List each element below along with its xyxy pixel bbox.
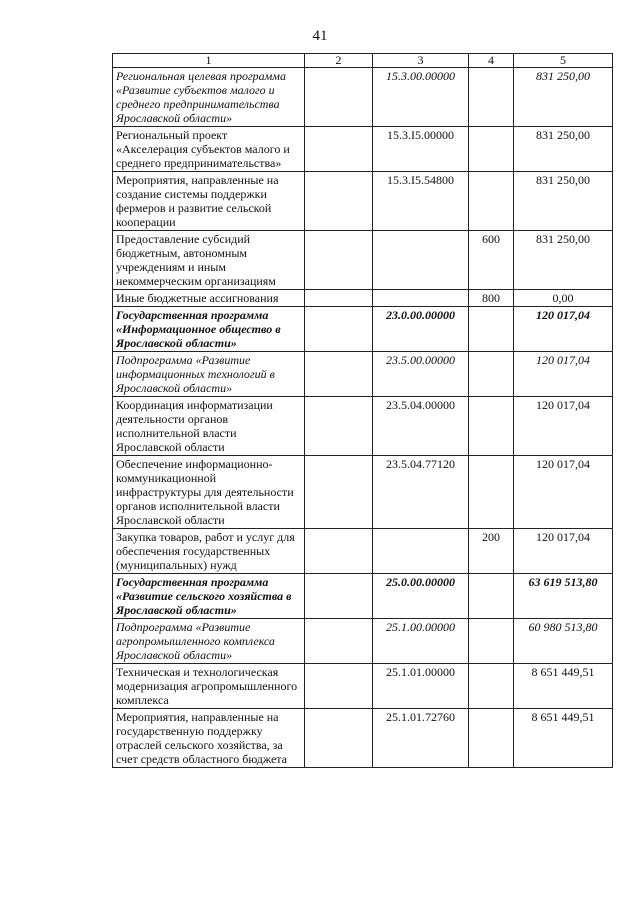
row-name-cell: Обеспечение информационно-коммуникационной инфраструктуры для деятельности органов исполнительной власти Ярославской области bbox=[113, 456, 305, 529]
row-col2-cell bbox=[305, 231, 373, 290]
row-code-cell: 23.5.04.77120 bbox=[373, 456, 469, 529]
header-col-2: 2 bbox=[305, 54, 373, 68]
table-row bbox=[113, 397, 613, 456]
table-row bbox=[113, 574, 613, 619]
row-name-cell: Мероприятия, направленные на создание системы поддержки фермеров и развитие сельской кооперации bbox=[113, 172, 305, 231]
row-col2-cell bbox=[305, 290, 373, 307]
table-row bbox=[113, 529, 613, 574]
row-col2-cell bbox=[305, 172, 373, 231]
row-col2-cell bbox=[305, 529, 373, 574]
row-amount-cell: 831 250,00 bbox=[514, 231, 613, 290]
row-code-cell: 23.0.00.00000 bbox=[373, 307, 469, 352]
row-code-cell: 15.3.00.00000 bbox=[373, 68, 469, 127]
row-type-cell bbox=[469, 709, 514, 768]
row-col2-cell bbox=[305, 574, 373, 619]
row-name-cell: Государственная программа «Развитие сельского хозяйства в Ярославской области» bbox=[113, 574, 305, 619]
row-amount-cell: 120 017,04 bbox=[514, 397, 613, 456]
row-amount-cell: 831 250,00 bbox=[514, 127, 613, 172]
row-amount-cell: 120 017,04 bbox=[514, 352, 613, 397]
table-row bbox=[113, 127, 613, 172]
row-amount-cell: 63 619 513,80 bbox=[514, 574, 613, 619]
row-name-cell: Региональная целевая программа «Развитие субъектов малого и среднего предпринимательства Ярославской области» bbox=[113, 68, 305, 127]
table-row bbox=[113, 68, 613, 127]
row-name-cell: Иные бюджетные ассигнования bbox=[113, 290, 305, 307]
row-name-cell: Подпрограмма «Развитие информационных технологий в Ярославской области» bbox=[113, 352, 305, 397]
table-row bbox=[113, 290, 613, 307]
row-col2-cell bbox=[305, 619, 373, 664]
table-row bbox=[113, 619, 613, 664]
header-col-4: 4 bbox=[469, 54, 514, 68]
row-code-cell: 23.5.04.00000 bbox=[373, 397, 469, 456]
row-code-cell: 23.5.00.00000 bbox=[373, 352, 469, 397]
row-amount-cell: 120 017,04 bbox=[514, 529, 613, 574]
row-name-cell: Региональный проект «Акселерация субъектов малого и среднего предпринимательства» bbox=[113, 127, 305, 172]
row-name-cell: Подпрограмма «Развитие агропромышленного комплекса Ярославской области» bbox=[113, 619, 305, 664]
table-row bbox=[113, 307, 613, 352]
table-row bbox=[113, 709, 613, 768]
header-col-5: 5 bbox=[514, 54, 613, 68]
row-col2-cell bbox=[305, 352, 373, 397]
header-col-1: 1 bbox=[113, 54, 305, 68]
row-code-cell: 25.1.00.00000 bbox=[373, 619, 469, 664]
table-row bbox=[113, 352, 613, 397]
row-amount-cell: 8 651 449,51 bbox=[514, 664, 613, 709]
row-amount-cell: 8 651 449,51 bbox=[514, 709, 613, 768]
row-amount-cell: 120 017,04 bbox=[514, 456, 613, 529]
row-type-cell bbox=[469, 397, 514, 456]
row-amount-cell: 831 250,00 bbox=[514, 172, 613, 231]
row-type-cell bbox=[469, 456, 514, 529]
row-amount-cell: 831 250,00 bbox=[514, 68, 613, 127]
row-code-cell: 25.1.01.72760 bbox=[373, 709, 469, 768]
row-type-cell: 600 bbox=[469, 231, 514, 290]
table-row bbox=[113, 456, 613, 529]
row-type-cell bbox=[469, 619, 514, 664]
row-code-cell: 15.3.I5.54800 bbox=[373, 172, 469, 231]
row-type-cell bbox=[469, 68, 514, 127]
row-amount-cell: 120 017,04 bbox=[514, 307, 613, 352]
row-type-cell bbox=[469, 172, 514, 231]
row-type-cell bbox=[469, 664, 514, 709]
row-col2-cell bbox=[305, 127, 373, 172]
row-type-cell: 800 bbox=[469, 290, 514, 307]
table-row bbox=[113, 172, 613, 231]
row-type-cell: 200 bbox=[469, 529, 514, 574]
row-type-cell bbox=[469, 127, 514, 172]
row-amount-cell: 0,00 bbox=[514, 290, 613, 307]
row-col2-cell bbox=[305, 664, 373, 709]
row-col2-cell bbox=[305, 709, 373, 768]
row-name-cell: Мероприятия, направленные на государственную поддержку отраслей сельского хозяйства, за счет средств областного бюджета bbox=[113, 709, 305, 768]
row-name-cell: Государственная программа «Информационное общество в Ярославской области» bbox=[113, 307, 305, 352]
row-type-cell bbox=[469, 307, 514, 352]
header-col-3: 3 bbox=[373, 54, 469, 68]
row-code-cell bbox=[373, 231, 469, 290]
row-code-cell bbox=[373, 529, 469, 574]
row-col2-cell bbox=[305, 307, 373, 352]
row-name-cell: Техническая и технологическая модернизация агропромышленного комплекса bbox=[113, 664, 305, 709]
row-col2-cell bbox=[305, 68, 373, 127]
table-row bbox=[113, 664, 613, 709]
row-amount-cell: 60 980 513,80 bbox=[514, 619, 613, 664]
row-code-cell: 25.0.00.00000 bbox=[373, 574, 469, 619]
row-col2-cell bbox=[305, 456, 373, 529]
row-code-cell: 25.1.01.00000 bbox=[373, 664, 469, 709]
row-name-cell: Предоставление субсидий бюджетным, автономным учреждениям и иным некоммерческим организациям bbox=[113, 231, 305, 290]
page-number: 41 bbox=[312, 28, 328, 44]
row-type-cell bbox=[469, 352, 514, 397]
budget-table bbox=[112, 53, 613, 768]
row-name-cell: Закупка товаров, работ и услуг для обеспечения государственных (муниципальных) нужд bbox=[113, 529, 305, 574]
row-code-cell: 15.3.I5.00000 bbox=[373, 127, 469, 172]
row-type-cell bbox=[469, 574, 514, 619]
row-col2-cell bbox=[305, 397, 373, 456]
table-row bbox=[113, 231, 613, 290]
row-code-cell bbox=[373, 290, 469, 307]
row-name-cell: Координация информатизации деятельности органов исполнительной власти Ярославской области bbox=[113, 397, 305, 456]
table-header-row bbox=[113, 54, 613, 68]
